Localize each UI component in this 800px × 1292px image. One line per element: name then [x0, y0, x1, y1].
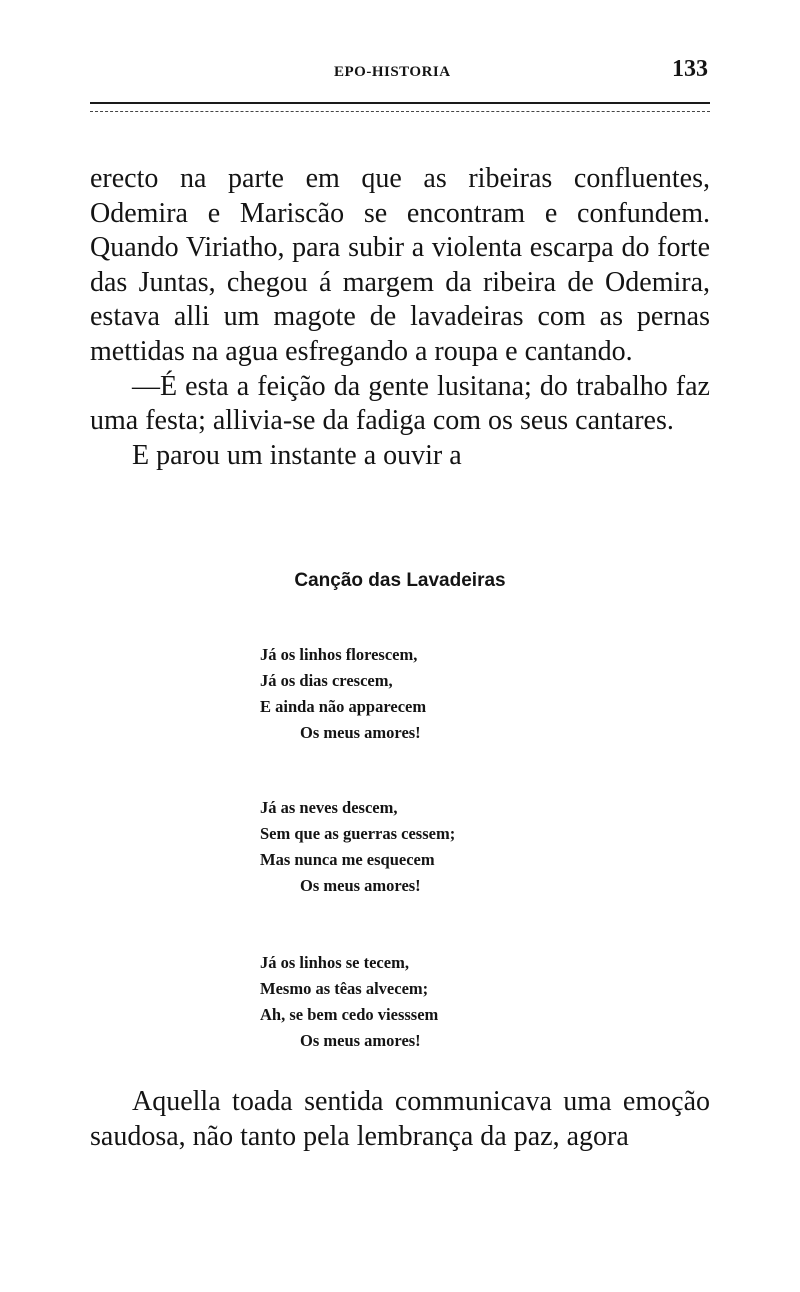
paragraph: E parou um instante a ouvir a [132, 439, 462, 471]
poem-line: Já os linhos florescem, [260, 645, 418, 664]
paragraph: Aquella toada sentida communicava uma emoção saudosa, não tanto pela lembrança da paz, agora [90, 1086, 710, 1152]
prose-block-bottom [90, 1085, 710, 1154]
poem-refrain: Os meus amores! [300, 1031, 421, 1050]
page-number: 133 [672, 56, 708, 82]
poem-stanza [260, 795, 580, 899]
paragraph: erecto na parte em que as ribeiras confluentes, Odemira e Mariscão se encontram e confundem. Quando Viriatho, para subir a violenta escarpa do forte das Juntas, chegou á margem da ribeira de Odemira, estava alli um magote de lavadeiras com as pernas mettidas na agua esfregando a roupa e cantando. [90, 163, 710, 367]
header-rule [90, 102, 710, 104]
header-rule-dashed [90, 111, 710, 112]
poem-refrain: Os meus amores! [300, 723, 421, 742]
poem-line: Mesmo as têas alvecem; [260, 979, 429, 998]
page-header [90, 56, 710, 92]
running-title: EPO-HISTORIA [334, 64, 451, 80]
poem-line: Ah, se bem cedo viesssem [260, 1005, 439, 1024]
poem-stanza [260, 642, 580, 746]
poem-line: Já os linhos se tecem, [260, 953, 409, 972]
poem-stanza [260, 950, 580, 1054]
paragraph: —É esta a feição da gente lusitana; do trabalho faz uma festa; allivia-se da fadiga com os seus cantares. [90, 370, 710, 437]
poem-line: Já os dias crescem, [260, 671, 393, 690]
poem-line: Sem que as guerras cessem; [260, 824, 456, 843]
poem-refrain: Os meus amores! [300, 876, 421, 895]
poem-line: Já as neves descem, [260, 798, 398, 817]
poem-line: Mas nunca me esquecem [260, 850, 435, 869]
poem-title: Canção das Lavadeiras [294, 570, 506, 591]
prose-block-top [90, 162, 710, 473]
poem-line: E ainda não apparecem [260, 697, 427, 716]
